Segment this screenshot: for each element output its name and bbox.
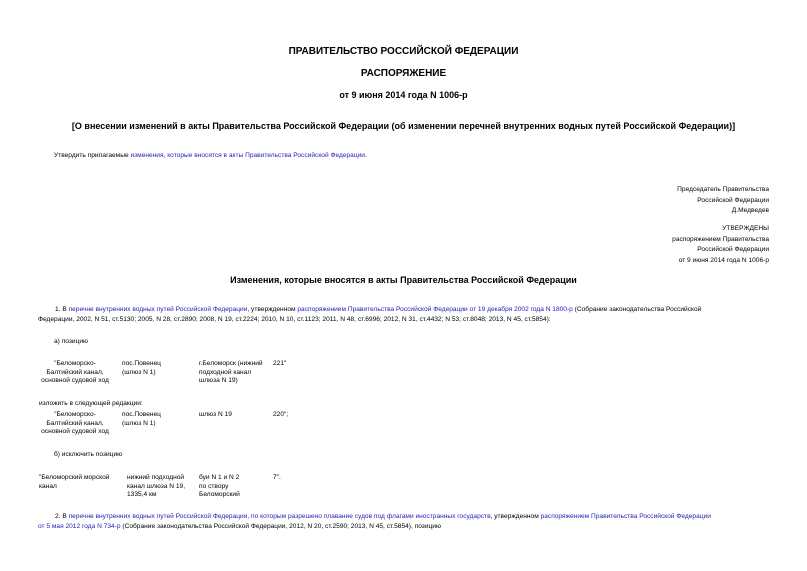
approved-line-1: УТВЕРЖДЕНЫ (722, 225, 769, 232)
document-type: РАСПОРЯЖЕНИЕ (360, 68, 447, 79)
item-2-paragraph (38, 512, 772, 531)
item-1-paragraph (38, 305, 772, 324)
row-c-to-line: Беломорский (199, 491, 240, 499)
item-1-number: 1. В (55, 306, 69, 313)
approve-prefix: Утвердить прилагаемые (54, 152, 131, 159)
row-b-from (122, 411, 161, 428)
row-b-from-line: (шлюз N 1) (122, 419, 156, 427)
item-2-line-1 (38, 512, 772, 522)
item-2-number: 2. В (55, 513, 69, 520)
item-1-mid: , утвержденном (247, 306, 298, 313)
row-c-to-line: буи N 1 и N 2 (199, 474, 240, 481)
item-1-line-1 (38, 305, 772, 315)
item-2-mid: , утвержденном (490, 513, 541, 520)
approved-line-2: распоряжением Правительства (672, 235, 769, 243)
row-b-name-line: Балтийский канал, (46, 419, 104, 427)
row-a-from-line: (шлюз N 1) (122, 368, 156, 376)
sub-a-label: а) позицию (54, 338, 88, 345)
row-c-name-line: "Беломорский морской (39, 474, 110, 481)
replace-text: изложить в следующей редакции: (39, 400, 143, 407)
row-c-length: 7". (273, 474, 281, 481)
row-b-to: шлюз N 19 (199, 411, 232, 418)
row-a-to-line: г.Беломорск (нижний (199, 360, 263, 367)
row-b-name (41, 411, 109, 437)
document-date: от 9 июня 2014 года N 1006-р (339, 90, 468, 100)
row-a-from-line: пос.Повенец (122, 360, 161, 367)
row-a-name-line: основной судовой ход (41, 377, 109, 385)
item-2-rest: (Собрание законодательства Российской Федерации, 2012, N 20, ст.2590; 2013, N 45, ст.5854), позицию (120, 522, 441, 530)
row-c-from (127, 474, 185, 500)
row-b-name-line: "Беломорско- (54, 411, 96, 418)
row-a-to-line: шлюза N 19) (199, 377, 238, 385)
item-2-line-2 (38, 522, 772, 532)
signature-block (677, 185, 769, 217)
signature-name: Д.Медведев (731, 207, 769, 214)
row-a-name (41, 360, 109, 386)
row-c-from-line: нижний подходной (127, 474, 185, 481)
document-subject: [О внесении изменений в акты Правительства Российской Федерации (об изменении перечней внутренних водных путей Российской Федерации)] (71, 121, 736, 131)
sub-b-label: б) исключить позицию (54, 451, 123, 458)
row-a-name-line: Балтийский канал, (46, 368, 104, 376)
item-1-rest-1: (Собрание законодательства Российской (572, 306, 702, 313)
approve-suffix: . (364, 152, 367, 159)
row-c-name (39, 474, 109, 491)
approved-block (672, 224, 769, 266)
item-2-order-link[interactable]: распоряжением Правительства Российской Федерации (540, 513, 711, 520)
signature-line-1: Председатель Правительства (677, 186, 769, 193)
row-b-length: 220"; (273, 411, 289, 418)
row-b-from-line: пос.Повенец (122, 411, 161, 418)
changes-title: Изменения, которые вносятся в акты Правительства Российской Федерации (230, 275, 577, 285)
approve-changes-link[interactable]: изменения, которые вносятся в акты Правительства Российской Федерации (130, 152, 365, 159)
row-a-to-line: подходной канал (199, 368, 252, 376)
approved-line-3: Российской Федерации (697, 246, 769, 253)
row-c-name-line: канал (39, 482, 57, 490)
row-c-from-line: канал шлюза N 19, (127, 482, 186, 490)
item-1-list-link[interactable]: перечне внутренних водных путей Российской Федерации (68, 306, 248, 313)
row-c-to (199, 474, 240, 500)
approved-line-4: от 9 июня 2014 года N 1006-р (678, 256, 769, 264)
row-c-to-line: по створу (199, 482, 229, 490)
item-1-order-link[interactable]: распоряжением Правительства Российской Федерации от 19 декабря 2002 года N 1800-р (297, 306, 573, 313)
item-1-line-2: Федерации, 2002, N 51, ст.5130; 2005, N 28, ст.2890; 2008, N 19, ст.2224; 2010, N 10, ст.1123; 2011, N 48, ст.6996; 2012, N 31, ст.4432; N 53, ст.8048; 2013, N 45, ст.5854): (38, 315, 551, 323)
signature-line-2: Российской Федерации (697, 196, 769, 204)
row-a-from (122, 360, 161, 377)
row-a-name-line: "Беломорско- (54, 360, 96, 367)
government-title: ПРАВИТЕЛЬСТВО РОССИЙСКОЙ ФЕДЕРАЦИИ (288, 46, 519, 57)
row-b-name-line: основной судовой ход (41, 428, 109, 436)
approve-paragraph (54, 152, 367, 161)
row-c-from-line: 1335,4 км (127, 491, 157, 499)
row-a-to (199, 360, 263, 386)
item-2-list-link[interactable]: перечне внутренних водных путей Российской Федерации, по которым разрешено плавание судов под флагами иностранных государств (68, 513, 491, 520)
row-a-length: 221" (273, 360, 287, 367)
item-2-order-date-link[interactable]: от 5 мая 2012 года N 734-р (38, 522, 121, 530)
